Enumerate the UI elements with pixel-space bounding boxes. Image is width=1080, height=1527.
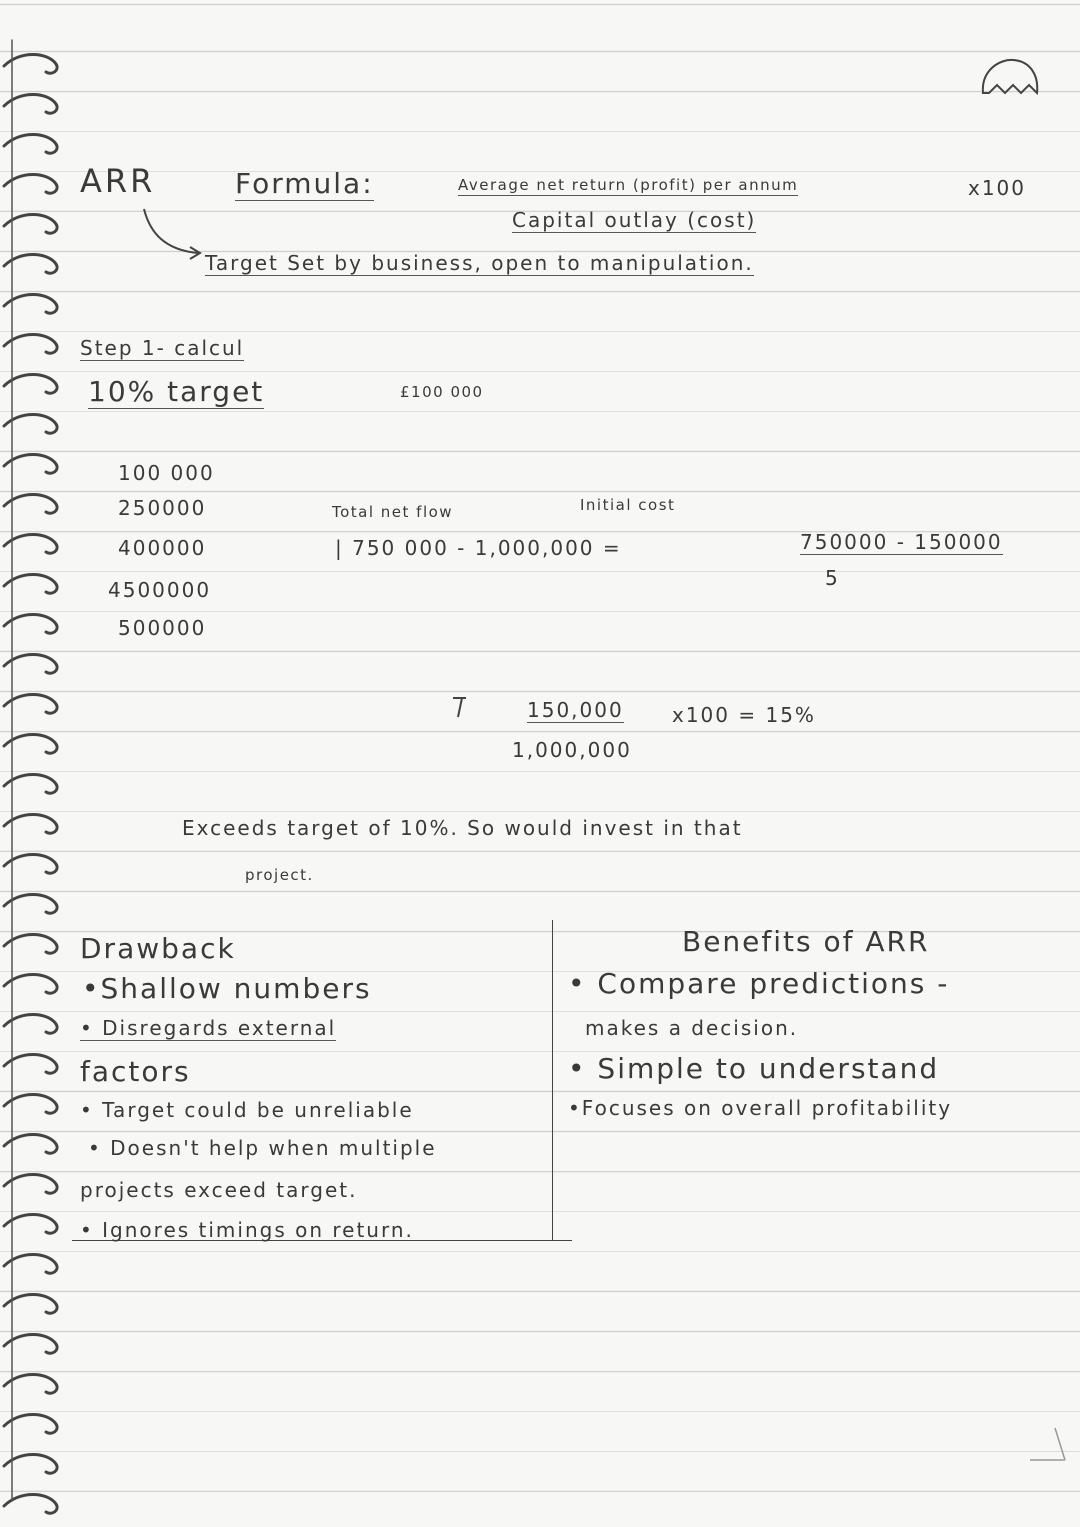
arr-denominator: 1,000,000: [512, 738, 632, 762]
drawback-item: projects exceed target.: [80, 1178, 358, 1202]
total-net-flow-label: Total net flow: [332, 503, 454, 521]
drawback-item: • Disregards external: [80, 1016, 337, 1040]
fraction-numerator: 750000 - 150000: [800, 530, 1003, 554]
benefits-title: Benefits of ARR: [682, 925, 930, 958]
drawback-item: • Doesn't help when multiple: [88, 1136, 437, 1160]
initial-cost-label: Initial cost: [580, 496, 676, 514]
cashflow-5: 500000: [118, 616, 207, 640]
arrow-icon: [140, 205, 205, 265]
drawback-item: •Shallow numbers: [82, 972, 372, 1005]
benefit-item: • Compare predictions -: [568, 967, 950, 1000]
conclusion-line-2: project.: [245, 866, 314, 884]
scribble-mark: [450, 695, 470, 720]
fraction-denominator: 5: [825, 566, 840, 590]
corner-mark: [1025, 1420, 1080, 1475]
formula-label: Formula:: [235, 167, 374, 200]
drawback-title: Drawback: [80, 932, 236, 965]
capital-amount: £100 000: [400, 383, 484, 401]
target-percent: 10% target: [88, 375, 265, 408]
spiral-binding: [0, 0, 70, 1527]
step-heading: Step 1- calcul: [80, 336, 245, 360]
formula-multiplier: x100: [968, 176, 1027, 200]
benefit-item: • Simple to understand: [568, 1052, 940, 1085]
arr-numerator: 150,000: [527, 698, 624, 722]
formula-note: Target Set by business, open to manipulation.: [205, 251, 754, 275]
arr-heading: ARR: [80, 162, 156, 200]
benefit-item: makes a decision.: [585, 1016, 799, 1040]
drawback-item: factors: [80, 1055, 191, 1088]
net-flow-equation: | 750 000 - 1,000,000 =: [335, 536, 622, 560]
formula-denominator: Capital outlay (cost): [512, 208, 757, 232]
formula-numerator: Average net return (profit) per annum: [458, 176, 799, 194]
cashflow-4: 4500000: [108, 578, 212, 602]
table-divider: [552, 920, 553, 1240]
doodle-icon: [975, 55, 1045, 100]
cashflow-1: 100 000: [118, 461, 215, 485]
cashflow-2: 250000: [118, 496, 207, 520]
cashflow-3: 400000: [118, 536, 207, 560]
drawback-item: • Target could be unreliable: [80, 1098, 414, 1122]
conclusion-line-1: Exceeds target of 10%. So would invest in that: [182, 816, 743, 840]
benefit-item: •Focuses on overall profitability: [568, 1096, 953, 1120]
drawback-item: • Ignores timings on return.: [80, 1218, 414, 1242]
arr-result: x100 = 15%: [672, 703, 816, 727]
